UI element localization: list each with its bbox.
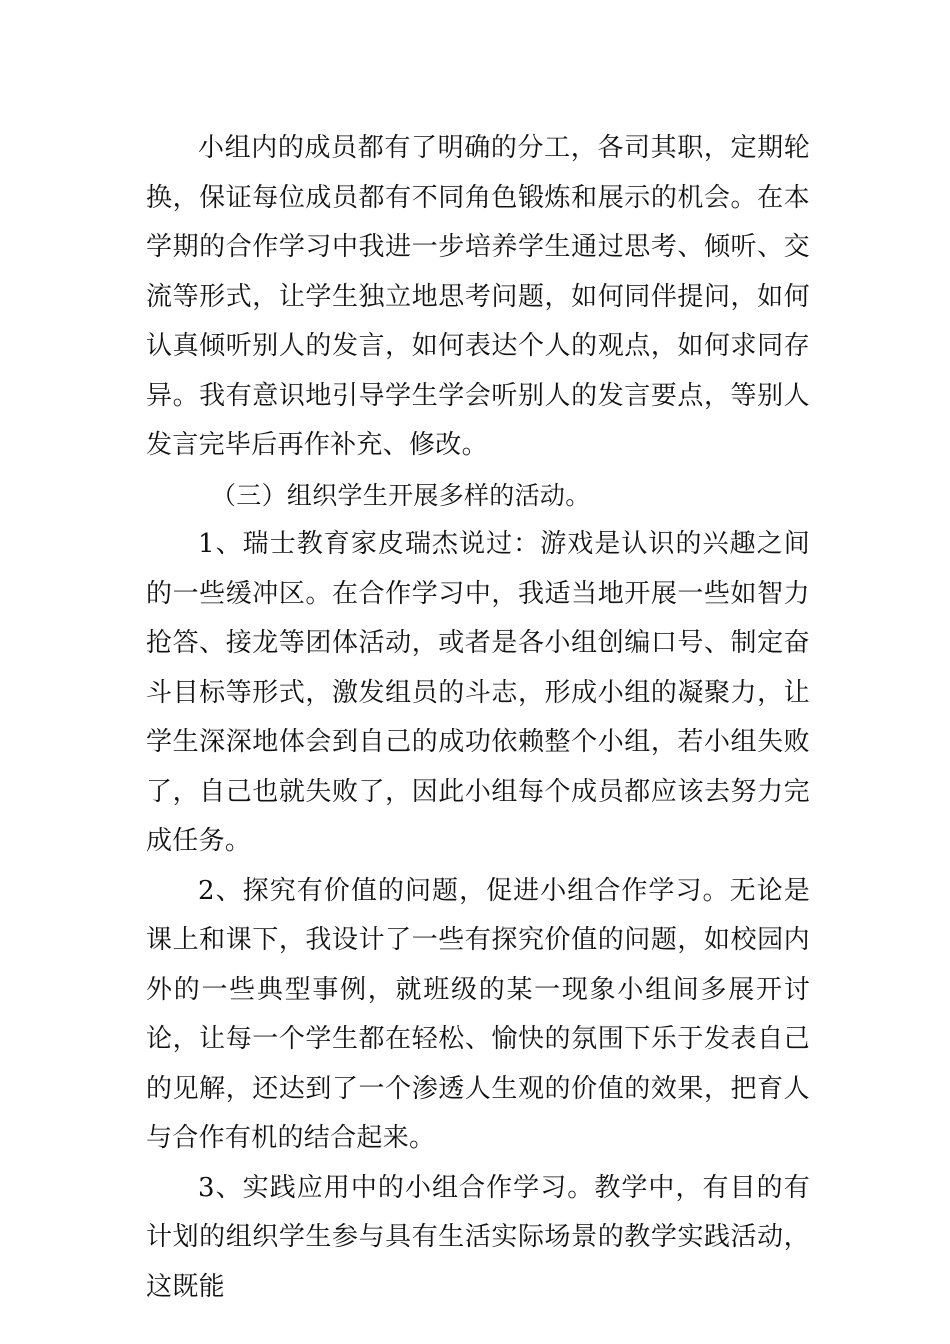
section-heading-activities: （三）组织学生开展多样的活动。 [211, 480, 591, 510]
paragraph-item-3-practice: 3、实践应用中的小组合作学习。教学中，有目的有计划的组织学生参与具有生活实际场景的教学实践活动，这既能 [146, 1172, 810, 1302]
document-body [146, 124, 810, 1312]
paragraph-item-2-inquiry: 2、探究有价值的问题，促进小组合作学习。无论是课上和课下，我设计了一些有探究价值的问题，如校园内外的一些典型事例，就班级的某一现象小组间多展开讨论，让每一个学生都在轻松、愉快的氛围下乐于发表自己的见解，还达到了一个渗透人生观的价值的效果，把育人与合作有机的结合起来。 [146, 875, 810, 1153]
paragraph-item-1-games: 1、瑞士教育家皮瑞杰说过：游戏是认识的兴趣之间的一些缓冲区。在合作学习中，我适当地开展一些如智力抢答、接龙等团体活动，或者是各小组创编口号、制定奋斗目标等形式，激发组员的斗志，形成小组的凝聚力，让学生深深地体会到自己的成功依赖整个小组，若小组失败了，自己也就失败了，因此小组每个成员都应该去努力完成任务。 [146, 529, 810, 856]
paragraph-group-roles: 小组内的成员都有了明确的分工，各司其职，定期轮换，保证每位成员都有不同角色锻炼和展示的机会。在本学期的合作学习中我进一步培养学生通过思考、倾听、交流等形式，让学生独立地思考问题，如何同伴提问，如何认真倾听别人的发言，如何表达个人的观点，如何求同存异。我有意识地引导学生学会听别人的发言要点，等别人发言完毕后再作补充、修改。 [146, 133, 810, 460]
